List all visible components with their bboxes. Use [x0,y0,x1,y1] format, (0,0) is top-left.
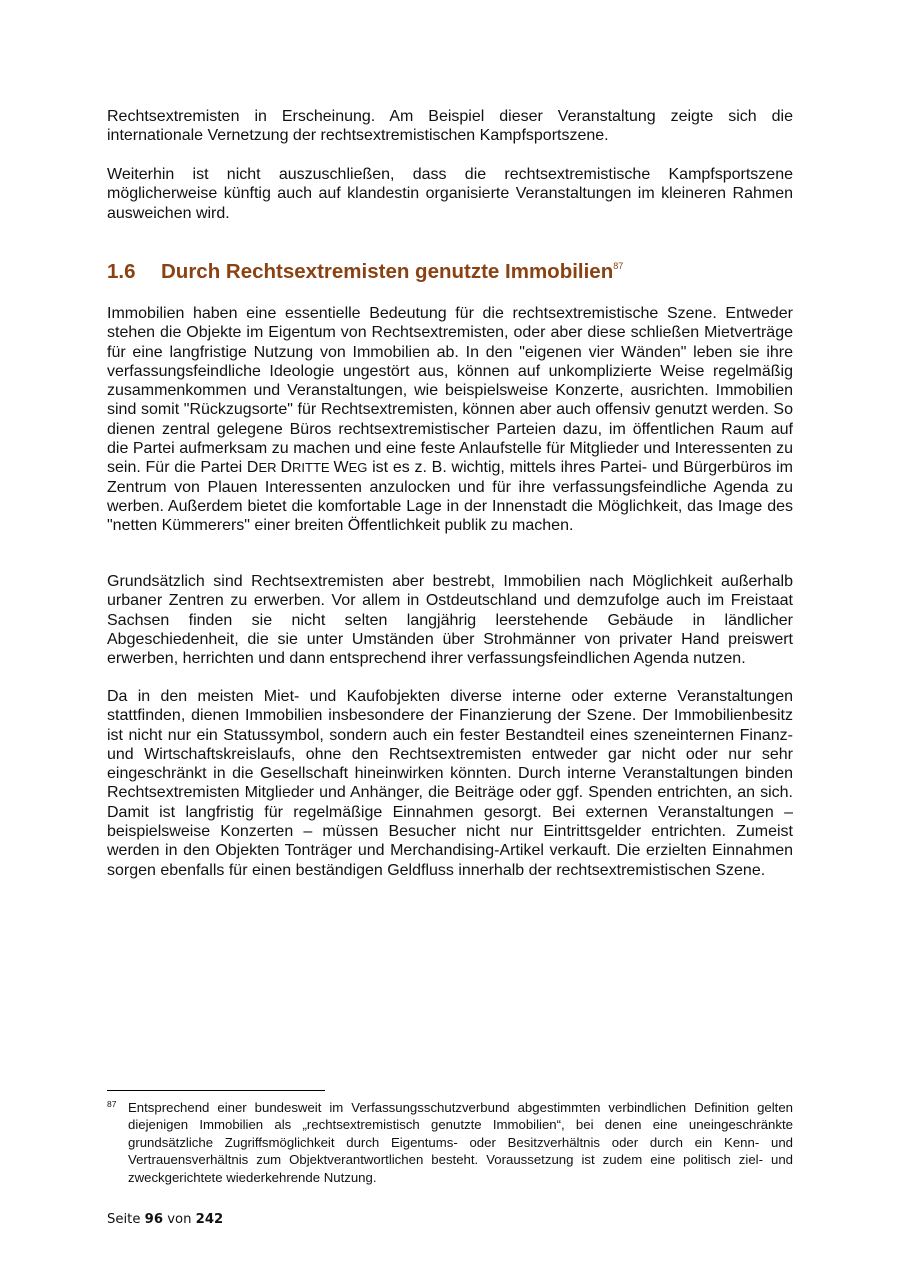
footnote-reference: 87 [613,261,624,271]
footnote [107,1099,793,1186]
footnote-text: Entsprechend einer bundesweit im Verfassungsschutzverbund abgestimmten verbindlichen Definition gelten diejenigen Immobilien als „rechtsextremistisch genutzte Immobilien“, bei denen eine uneingeschränkte grundsätzliche Zugriffsmöglichkeit durch Eigentums- oder Besitzverhältnis oder durch ein Kenn- und Vertrauensverhältnis zum Objektverantwortlichen besteht. Voraussetzung ist zudem eine politisch ziel- und zweckgerichtete wiederkehrende Nutzung. [128,1100,793,1185]
paragraph-1: Rechtsextremisten in Erscheinung. Am Beispiel dieser Veranstaltung zeigte sich die internationale Vernetzung der rechtsextremistischen Kampfsportszene. [107,108,793,145]
paragraph-5: Da in den meisten Miet- und Kaufobjekten diverse interne oder externe Veranstaltungen stattfinden, dienen Immobilien insbesondere der Finanzierung der Szene. Der Immobilienbesitz ist nicht nur ein Statussymbol, sondern auch ein fester Bestandteil eines szeneinternen Finanz- und Wirtschaftskreislaufs, ohne den Rechtsextremisten entweder gar nicht oder nur sehr eingeschränkt in die Gesellschaft hineinwirken könnten. Durch interne Veranstaltungen binden Rechtsextremisten Mitglieder und Anhänger, die Beiträge oder ggf. Spenden entrichten, an sich. Damit ist langfristig für regelmäßige Einnahmen gesorgt. Bei externen Veranstaltungen – beispielsweise Konzerten – müssen Besucher nicht nur Eintrittsgelder entrichten. Zumeist werden in den Objekten Tonträger und Merchandising-Artikel verkauft. Die erzielten Einnahmen sorgen ebenfalls für einen beständigen Geldfluss innerhalb der rechtsextremistischen Szene. [107,688,793,879]
current-page: 96 [144,1212,163,1227]
section-title: Durch Rechtsextremisten genutzte Immobilien [161,260,614,283]
paragraph-4: Grundsätzlich sind Rechtsextremisten aber bestrebt, Immobilien nach Möglichkeit außerhalb urbaner Zentren zu erwerben. Vor allem in Ostdeutschland und demzufolge auch im Freistaat Sachsen finden sie nicht selten langjährig leerstehende Gebäude in ländlicher Abgeschiedenheit, die sie unter Umständen über Strohmänner von privater Hand preiswert erwerben, herrichten und dann entsprechend ihrer verfassungsfeindlichen Agenda nutzen. [107,573,793,668]
page-prefix: Seite [107,1212,141,1227]
page-number [107,1212,223,1227]
footnote-divider [107,1090,325,1091]
section-number: 1.6 [107,260,136,283]
total-pages: 242 [195,1212,224,1227]
paragraph-2: Weiterhin ist nicht auszuschließen, dass die rechtsextremistische Kampfsportszene möglicherweise künftig auch auf klandestin organisierte Veranstaltungen im kleineren Rahmen ausweichen wird. [107,166,793,222]
paragraph-3-part-2: ist es z. B. wichtig, mittels ihres Partei- und Bürgerbüros im Zentrum von Plauen Interessenten anzulocken und für ihre verfassungsfeindliche Agenda zu werben. Außerdem bietet die komfortable Lage in der Innenstadt die Möglichkeit, das Image des "netten Kümmerers" einer breiten Öffentlichkeit publik zu machen. [107,459,793,535]
section-heading [107,260,793,284]
paragraph-3-part-1: Immobilien haben eine essentielle Bedeutung für die rechtsextremistische Szene. Entweder stehen die Objekte im Eigentum von Rechtsextremisten, oder aber diese schließen Mietverträge für eine langfristige Nutzung von Immobilien ab. In den "eigenen vier Wänden" leben sie ihre verfassungsfeindliche Ideologie ungestört aus, können auf unkomplizierte Weise regelmäßig zusammenkommen und Veranstaltungen, wie beispielsweise Konzerte, ausrichten. Immobilien sind somit "Rückzugsorte" für Rechtsextremisten, können aber auch offensiv genutzt werden. So dienen zentral gelegene Büros rechtsextremistischer Parteien dazu, im öffentlichen Raum auf die Partei aufmerksam zu machen und eine feste Anlaufstelle für Mitglieder und Interessenten zu sein. Für die Partei [107,305,793,477]
page-separator: von [167,1212,192,1227]
footnote-mark: 87 [107,1099,117,1109]
party-name: DER DRITTE WEG [246,459,368,477]
paragraph-3 [107,304,793,536]
